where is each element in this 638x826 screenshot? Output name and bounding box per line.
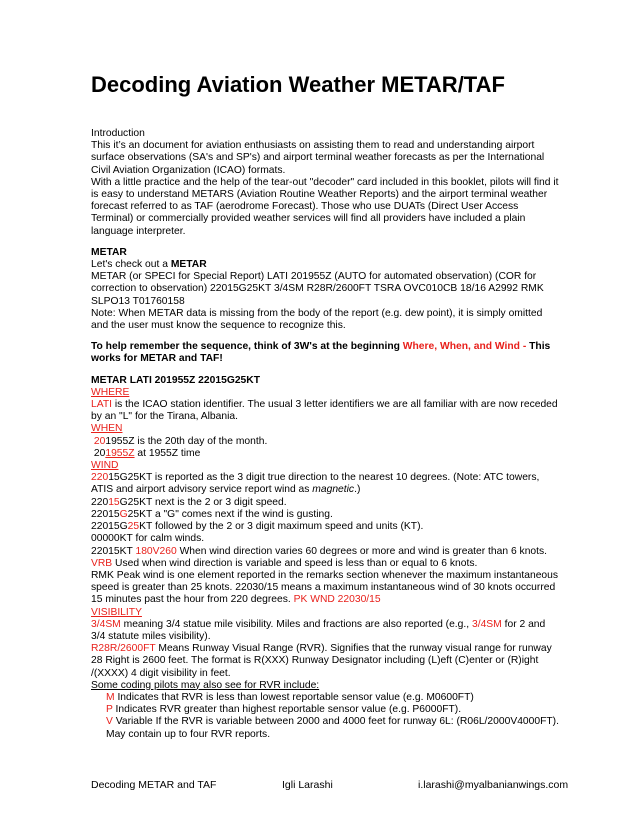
metar-note: Note: When METAR data is missing from the body of the report (e.g. dew point), it is simply omitted and the user must know the sequence to recognize this. (91, 307, 543, 332)
where-heading: WHERE (91, 386, 130, 398)
rvr-p-line: P Indicates RVR greater than highest reportable sensor value (e.g. P6000FT). (106, 704, 462, 716)
wind-direction-line: 22015G25KT is reported as the 3 digit true direction to the nearest 10 degrees. (Note: ATC towers, ATIS and airport advisory service report wind as magnetic.) (91, 472, 540, 496)
visibility-line: 3/4SM meaning 3/4 statue mile visibility. Miles and fractions are also reported (e.g., 3/4SM for 2 and 3/4 statute miles visibility). (91, 618, 546, 642)
rvr-v-line: V Variable If the RVR is variable between 2000 and 4000 feet for runway 6L: (R06L/2000V4000FT). May contain up to four RVR reports. (106, 716, 559, 740)
station-identifier-line: LATI is the ICAO station identifier. The usual 3 letter identifiers we are all familiar with are now receded by an "L" for the Tirana, Albania. (91, 399, 558, 423)
time-line: 201955Z at 1955Z time (93, 447, 201, 459)
rvr-m-line: M Indicates that RVR is less than lowest reportable sensor value (e.g. M0600FT) (106, 691, 474, 703)
metar-heading: METAR (91, 246, 127, 258)
intro-paragraph-2: With a little practice and the help of the tear-out "decoder" card included in this booklet, pilots will find it is easy to understand METARS (Aviation Routine Weather Reports) and the airport terminal weather forecast referred to as TAF (aerodrome Forecast). Those who use DUATs (Direct User Access Terminal) or commercially provided weather services will find all providers have included a plain language interpreter. (91, 176, 559, 237)
intro-paragraph-1: This it’s an document for aviation enthusiasts on assisting them to read and understanding airport surface observations (SA's and SP's) and airport terminal weather forecasts as per the International Civil Aviation Organization (ICAO) formats. (91, 140, 545, 176)
rvr-line: R28R/2600FT Means Runway Visual Range (RVR). Signifies that the runway visual range for runway 28 Right is 2600 feet. The format is R(XXX) Runway Designator including (L)eft (C)enter or (R)ight /(XXXX) 4 digit visibility in feet. (91, 643, 552, 679)
footer-left: Decoding METAR and TAF (91, 779, 217, 791)
day-of-month-line: 201955Z is the 20th day of the month. (93, 435, 268, 447)
wind-gust-line: 22015G25KT a "G" comes next if the wind is gusting. (91, 508, 333, 520)
wind-max-speed-line: 22015G25KT followed by the 2 or 3 digit maximum speed and units (KT). (91, 521, 424, 533)
rvr-codes-heading: Some coding pilots may also see for RVR include: (91, 679, 320, 691)
document-body (91, 128, 561, 741)
variable-direction-line: 22015KT 180V260 When wind direction varies 60 degrees or more and wind is greater than 6 knots. (91, 545, 548, 557)
page-title: Decoding Aviation Weather METAR/TAF (91, 72, 505, 97)
metar-intro-line: Let's check out a METAR (91, 259, 207, 271)
decode-heading: METAR LATI 201955Z 22015G25KT (91, 374, 261, 386)
wind-speed-line: 22015G25KT next is the 2 or 3 digit speed. (91, 496, 287, 508)
wind-heading: WIND (91, 460, 119, 472)
intro-heading: Introduction (91, 128, 145, 139)
sequence-tip: To help remember the sequence, think of 3W's at the beginning Where, When, and Wind - This works for METAR and TAF! (91, 341, 551, 365)
calm-wind-line: 00000KT for calm winds. (91, 533, 205, 545)
footer-email: i.larashi@myalbanianwings.com (418, 779, 569, 791)
visibility-heading: VISIBILITY (91, 606, 142, 618)
footer-author: Igli Larashi (282, 779, 333, 791)
peak-wind-line: RMK Peak wind is one element reported in the remarks section whenever the maximum instantaneous speed is greater than 25 knots. 22030/15 means a maximum instantaneous wind of 30 knots occurred 15 minutes past the hour from 220 degrees. PK WND 22030/15 (91, 569, 559, 606)
metar-example: METAR (or SPECI for Special Report) LATI 201955Z (AUTO for automated observation) (COR for correction to observation) 22015G25KT 3/4SM R28R/2600FT TSRA OVC010CB 18/16 A2992 RMK SLPO13 T01760158 (91, 271, 544, 307)
vrb-line: VRB Used when wind direction is variable and speed is less than or equal to 6 knots. (91, 557, 478, 569)
when-heading: WHEN (91, 423, 123, 435)
